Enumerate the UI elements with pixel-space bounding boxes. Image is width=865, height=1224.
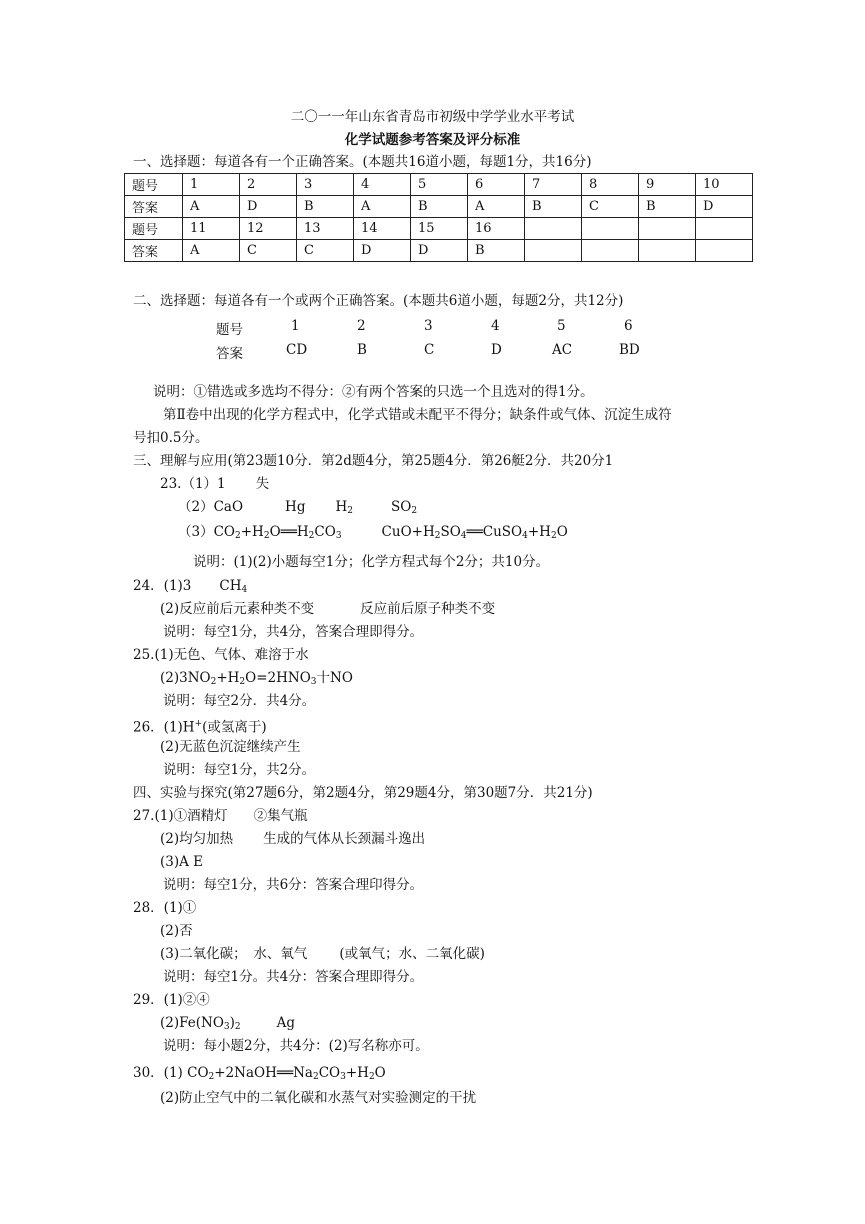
table-cell: B — [639, 196, 696, 218]
equation-part: +H — [240, 524, 264, 540]
table-cell: B — [297, 196, 354, 218]
table-cell: 13 — [297, 218, 354, 240]
table-cell: 16 — [468, 218, 525, 240]
q24-line1 — [133, 577, 247, 599]
q28-line1: 28．(1)① — [133, 900, 197, 916]
table-cell: 14 — [354, 218, 411, 240]
table-cell: 3 — [297, 174, 354, 196]
q29-note: 说明：每小题2分，共4分：(2)写名称亦可。 — [163, 1038, 429, 1054]
q24-answer-2a: (2)反应前后元素种类不变 — [160, 601, 315, 617]
q25-line2 — [160, 669, 353, 691]
table-cell: B — [411, 196, 468, 218]
table-cell: 8 — [582, 174, 639, 196]
row-label-question: 题号 — [125, 218, 183, 240]
subscript: 2 — [235, 531, 241, 541]
table-cell: B — [468, 240, 525, 262]
grid-answer: D — [491, 342, 502, 358]
table-cell: 5 — [411, 174, 468, 196]
table-cell: 4 — [354, 174, 411, 196]
subscript: 4 — [241, 585, 248, 595]
q28-line3 — [160, 945, 485, 963]
q23-answer-2d: SO — [390, 499, 412, 515]
table-row — [125, 174, 753, 196]
table-cell: 10 — [696, 174, 753, 196]
q23-line3-prefix: （3） — [178, 524, 214, 540]
q24-answer-2b: 反应前后原子种类不变 — [360, 601, 496, 617]
row-label-question: 题号 — [125, 174, 183, 196]
subscript: 2 — [368, 1072, 375, 1082]
subscript: 2 — [312, 1072, 319, 1082]
grid-question-number: 4 — [491, 318, 500, 334]
subscript: 2 — [347, 506, 353, 516]
q29-answer-2c: Ag — [276, 1015, 296, 1031]
equation-part: CO — [314, 524, 336, 540]
q28-answer-3b: (或氧气；水、二氧化碳) — [339, 946, 485, 962]
q27-answer-2a: (2)均匀加热 — [160, 831, 234, 847]
q29-line1: 29．(1)②④ — [133, 992, 210, 1008]
equation-part: O — [374, 1065, 386, 1081]
equation-part: +H — [345, 1065, 369, 1081]
table-cell: A — [183, 196, 240, 218]
q23-line2 — [178, 498, 417, 520]
table-cell: D — [411, 240, 468, 262]
table-cell: C — [582, 196, 639, 218]
grid-question-number: 5 — [557, 318, 566, 334]
q24-answer-1a: 24．(1)3 — [133, 578, 192, 594]
grid-answer: C — [424, 342, 435, 358]
equation-part: CO — [318, 1065, 341, 1081]
subscript: 2 — [308, 531, 315, 541]
equation-part: 十NO — [316, 670, 353, 686]
table-cell — [696, 218, 753, 240]
q23-note: 说明：(1)(2)小题每空1分；化学方程式每个2分；共10分。 — [193, 554, 550, 570]
q26-line1 — [133, 715, 267, 737]
scoring-note-2a: 第Ⅱ卷中出现的化学方程式中，化学式错或未配平不得分；缺条件或气体、沉淀生成符 — [163, 407, 672, 423]
q27-answer-1a: 27.(1)①酒精灯 — [133, 808, 228, 824]
table-cell: 11 — [183, 218, 240, 240]
q30-line2: (2)防止空气中的二氧化碳和水蒸气对实验测定的干扰 — [160, 1090, 477, 1106]
grid-label-answer: 答案 — [216, 346, 243, 362]
table-cell — [525, 240, 582, 262]
table-cell — [525, 218, 582, 240]
grid-answer: BD — [619, 342, 640, 358]
table-cell: D — [354, 240, 411, 262]
subscript: 3 — [340, 1072, 346, 1082]
table-cell: 15 — [411, 218, 468, 240]
subscript: 2 — [210, 677, 217, 687]
section-3-heading: 三、理解与应用(第23题10分．第2d题4分，第25题4分．第26艇2分．共20分1 — [133, 453, 614, 469]
q23-answer-1a: 23.（1）1 — [160, 476, 226, 492]
table-cell: 12 — [240, 218, 297, 240]
q24-answer-1b: CH — [219, 578, 242, 594]
q24-note: 说明：每空1分，共4分，答案合理即得分。 — [163, 624, 424, 640]
table-row — [125, 196, 753, 218]
equation-part: CO — [187, 1065, 209, 1081]
subscript: 3 — [310, 677, 317, 687]
subscript: 2 — [239, 677, 246, 687]
table-cell — [639, 240, 696, 262]
grid-answer: CD — [286, 342, 308, 358]
grid-question-number: 1 — [291, 318, 300, 334]
subscript: 2 — [234, 1022, 241, 1032]
q29-answer-2b: ) — [229, 1015, 235, 1031]
q27-line2 — [160, 830, 425, 848]
table-cell: C — [240, 240, 297, 262]
table-cell — [639, 218, 696, 240]
q24-line2 — [160, 600, 495, 618]
q23-answer-2a: （2）CaO — [178, 499, 244, 515]
table-cell: D — [696, 196, 753, 218]
table-cell: 7 — [525, 174, 582, 196]
equation-part: ══CuSO — [466, 524, 523, 540]
grid-question-number: 2 — [357, 318, 366, 334]
grid-answer: B — [357, 342, 367, 358]
table-cell: A — [183, 240, 240, 262]
grid-label-question: 题号 — [216, 322, 243, 338]
q26-line2: (2)无蓝色沉淀继续产生 — [160, 739, 301, 755]
subscript: 4 — [460, 531, 467, 541]
q29-line2 — [160, 1014, 295, 1036]
scoring-note-1: 说明：①错选或多选均不得分：②有两个答案的只选一个且选对的得1分。 — [153, 384, 594, 400]
exam-title: 二〇一一年山东省青岛市初级中学学业水平考试 — [290, 109, 575, 125]
subscript: 4 — [522, 531, 528, 541]
q29-answer-2a: (2)Fe(NO — [160, 1015, 224, 1031]
table-row — [125, 240, 753, 262]
q23-answer-1b: 失 — [255, 476, 270, 492]
q23-line1 — [160, 475, 269, 493]
table-cell: A — [354, 196, 411, 218]
table-cell: 9 — [639, 174, 696, 196]
q23-answer-2b: Hg — [285, 499, 306, 515]
table-cell: C — [297, 240, 354, 262]
equation-part: O=2HNO — [245, 670, 311, 686]
q27-line3: (3)A E — [160, 854, 204, 870]
table-cell: 1 — [183, 174, 240, 196]
table-cell: B — [525, 196, 582, 218]
table-cell — [582, 240, 639, 262]
q28-answer-3a: (3)二氧化碳； 水、氧气 — [160, 946, 308, 962]
equation-part: +H — [527, 524, 551, 540]
grid-answer: AC — [552, 342, 573, 358]
q28-line2: (2)否 — [160, 923, 193, 939]
section-1-heading: 一、选择题：每道各有一个正确答案。(本题共16道小题，每题1分，共16分) — [133, 154, 592, 170]
q26-note: 说明：每空1分，共2分。 — [163, 762, 316, 778]
q26-answer-1a: 26．(1)H — [133, 719, 195, 736]
equation-part: CO — [213, 524, 235, 540]
equation-part: +2NaOH══Na — [214, 1065, 313, 1081]
subscript: 2 — [550, 531, 557, 541]
q25-note: 说明：每空2分．共4分。 — [163, 693, 316, 709]
subscript: 2 — [263, 531, 270, 541]
equation-part: +H — [216, 670, 240, 686]
q25-line1: 25.(1)无色、气体、难溶于水 — [133, 647, 309, 663]
row-label-answer: 答案 — [125, 196, 183, 218]
section-1-answer-table — [124, 173, 753, 262]
grid-question-number: 6 — [624, 318, 633, 334]
q23-answer-2c: H — [335, 499, 348, 515]
table-cell: A — [468, 196, 525, 218]
table-cell — [582, 218, 639, 240]
equation-part: SO — [440, 524, 461, 540]
section-2-heading: 二、选择题：每道各有一个或两个正确答案。(本题共6道小题，每题2分，共12分) — [133, 293, 624, 309]
q27-answer-1b: ②集气瓶 — [253, 808, 308, 824]
scoring-note-2b: 号扣0.5分。 — [133, 430, 209, 446]
row-label-answer: 答案 — [125, 240, 183, 262]
q28-note: 说明：每空1分。共4分：答案合理即得分。 — [163, 969, 424, 985]
subscript: 3 — [223, 1022, 230, 1032]
subscript: 2 — [434, 531, 441, 541]
q27-line1 — [133, 807, 308, 825]
table-cell: 2 — [240, 174, 297, 196]
q23-line3 — [178, 523, 568, 545]
grid-question-number: 3 — [424, 318, 433, 334]
q26-answer-1b: (或氢离于) — [202, 719, 267, 736]
table-row — [125, 218, 753, 240]
table-cell — [696, 240, 753, 262]
table-cell: D — [240, 196, 297, 218]
subscript: 2 — [208, 1072, 215, 1082]
superscript-plus: + — [194, 719, 203, 729]
section-4-heading: 四、实验与探究(第27题6分，第2题4分，第29题4分，第30题7分．共21分) — [133, 785, 593, 801]
subscript: 3 — [335, 531, 342, 541]
equation-part: CuO+H — [381, 524, 435, 540]
answer-key-title: 化学试题参考答案及评分标准 — [344, 132, 521, 148]
equation-part: O — [556, 524, 568, 540]
q30-line1 — [133, 1064, 386, 1086]
subscript: 2 — [411, 506, 418, 516]
equation-part: O══H — [269, 524, 309, 540]
q30-prefix: 30．(1) — [133, 1065, 183, 1081]
q27-note: 说明：每空1分，共6分：答案合理印得分。 — [163, 877, 424, 893]
equation-part: (2)3NO — [160, 670, 211, 686]
q27-answer-2b: 生成的气体从长颈漏斗逸出 — [263, 831, 426, 847]
table-cell: 6 — [468, 174, 525, 196]
